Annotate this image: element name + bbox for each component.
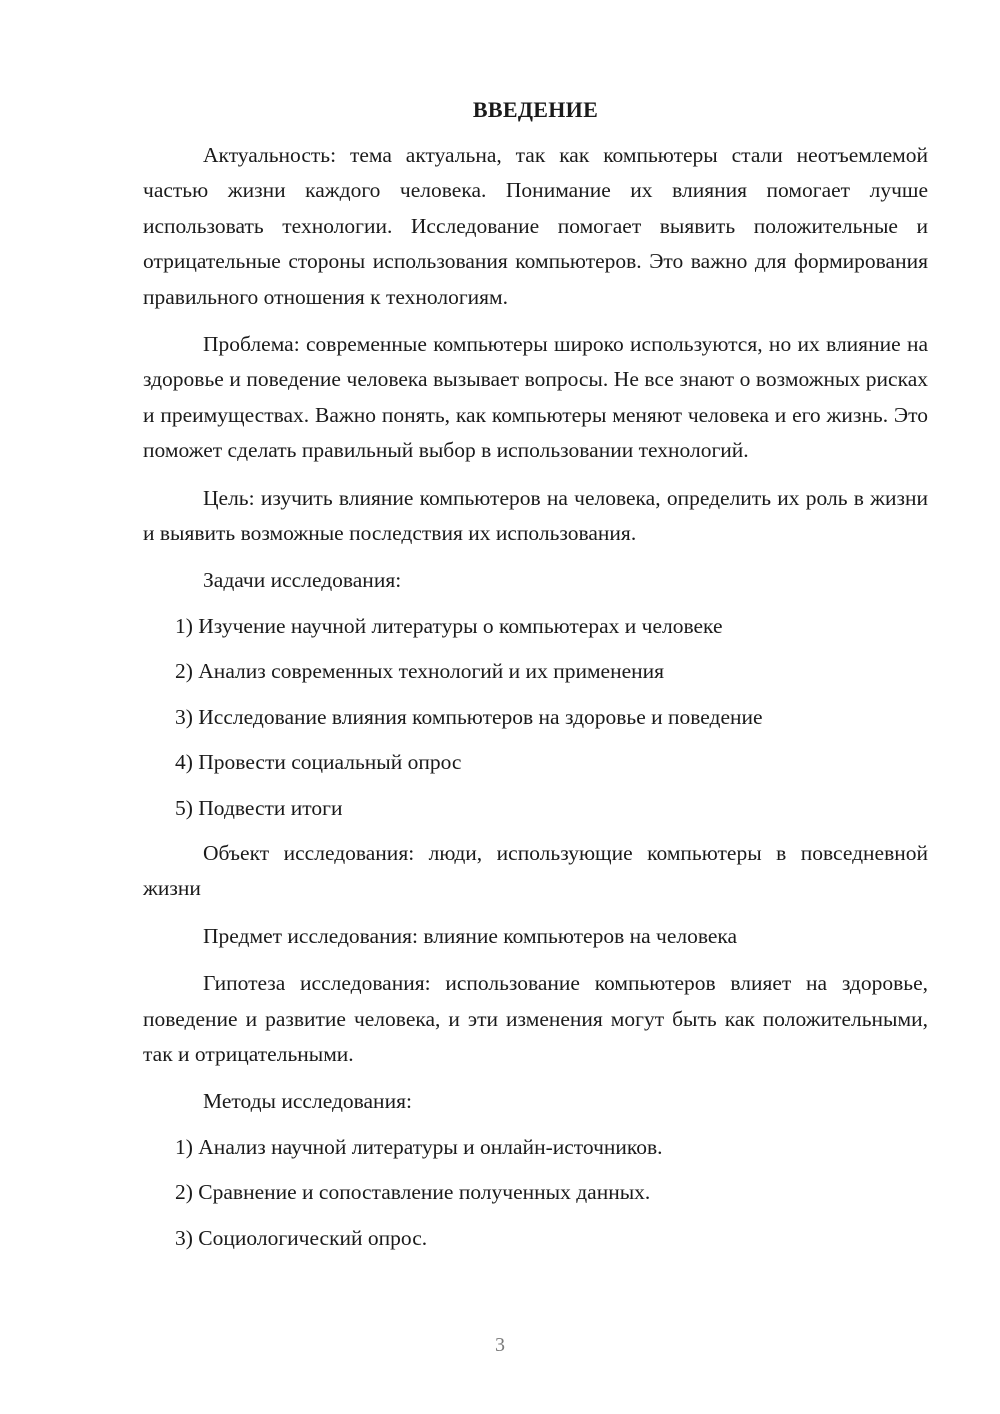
list-item: 5) Подвести итоги: [175, 795, 343, 820]
list-item: 1) Анализ научной литературы и онлайн-источников.: [175, 1134, 663, 1159]
problem-paragraph: Проблема: современные компьютеры широко используются, но их влияние на здоровье и поведение человека вызывает вопросы. Не все знают о возможных рисках и преимуществах. Важно понять, как компьютеры меняют человека и его жизнь. Это поможет сделать правильный выбор в использовании технологий.: [143, 332, 928, 463]
hypothesis-paragraph: Гипотеза исследования: использование компьютеров влияет на здоровье, поведение и развитие человека, и эти изменения могут быть как положительными, так и отрицательными.: [143, 971, 928, 1066]
list-item: 3) Социологический опрос.: [175, 1225, 428, 1250]
object-paragraph: Объект исследования: люди, использующие компьютеры в повседневной жизни: [143, 840, 928, 901]
methods-list: [143, 1130, 928, 1256]
page-number: 3: [495, 1334, 505, 1356]
document-page: [143, 92, 928, 1256]
list-item: 2) Сравнение и сопоставление полученных данных.: [175, 1180, 651, 1205]
section-heading: ВВЕДЕНИЕ: [472, 97, 599, 122]
subject-paragraph: Предмет исследования: влияние компьютеров на человека: [203, 923, 738, 948]
goal-paragraph: Цель: изучить влияние компьютеров на человека, определить их роль в жизни и выявить возможные последствия их использования.: [143, 485, 928, 546]
relevance-paragraph: Актуальность: тема актуальна, так как компьютеры стали неотъемлемой частью жизни каждого человека. Понимание их влияния помогает лучше использовать технологии. Исследование помогает выявить положительные и отрицательные стороны использования компьютеров. Это важно для формирования правильного отношения к технологиям.: [143, 143, 928, 309]
list-item: 2) Анализ современных технологий и их применения: [175, 659, 665, 684]
tasks-title: Задачи исследования:: [203, 568, 402, 593]
methods-title: Методы исследования:: [203, 1089, 412, 1114]
list-item: 4) Провести социальный опрос: [175, 750, 462, 775]
list-item: 1) Изучение научной литературы о компьютерах и человеке: [175, 613, 723, 638]
tasks-list: [143, 609, 928, 826]
list-item: 3) Исследование влияния компьютеров на здоровье и поведение: [175, 704, 763, 729]
